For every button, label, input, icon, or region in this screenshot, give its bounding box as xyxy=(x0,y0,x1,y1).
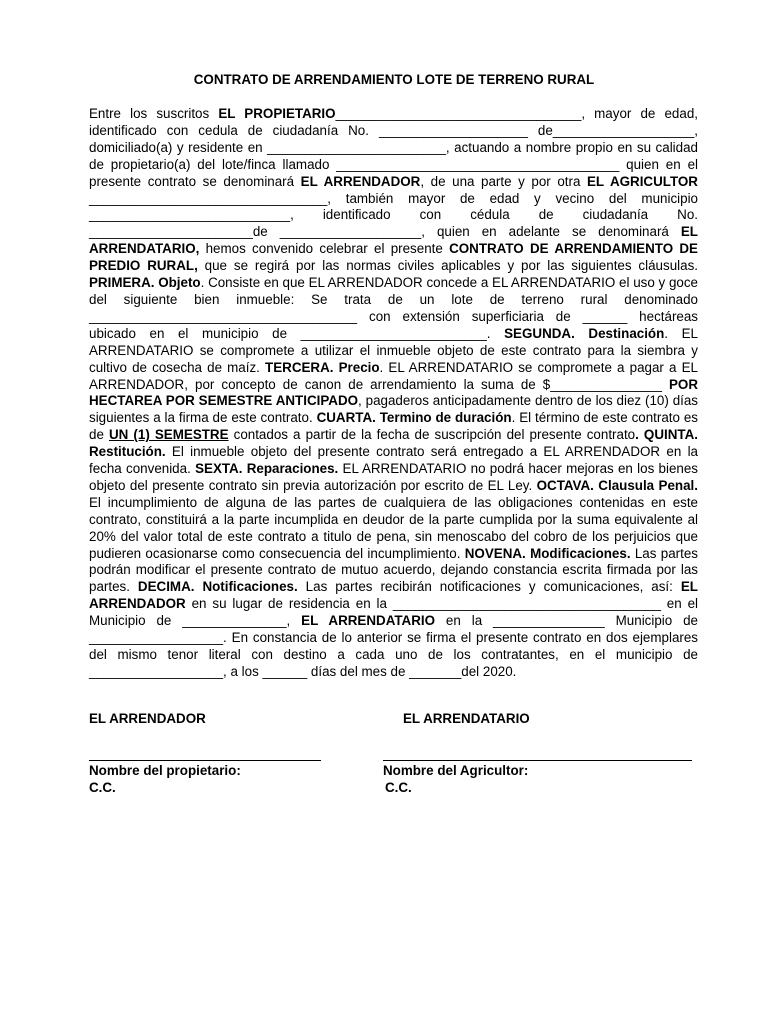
body-text-run: , de una parte y por otra xyxy=(420,173,587,189)
clause-heading-text: DECIMA. Notificaciones. xyxy=(137,579,298,595)
clause-heading-text: TERCERA. Precio xyxy=(265,359,380,375)
body-text-run: Las partes podrán modificar el presente contrato de mutuo acuerdo, dejando constancia escrita firmada por las partes. xyxy=(89,545,698,595)
clause-heading-text: UN (1) SEMESTRE xyxy=(108,427,229,443)
clause-heading-text: EL ARRENDATARIO xyxy=(301,613,436,629)
clause-heading-text: CUARTA. Termino de duración xyxy=(316,410,512,426)
body-text-run: contados a partir de la fecha de suscripción del presente contrato xyxy=(228,427,636,443)
clause-heading-text: EL ARRENDATARIO, xyxy=(89,224,698,257)
signature-line-left xyxy=(89,760,321,761)
body-text-run: en la _______________ Municipio de __________________. En constancia de lo anterior se firma el presente contrato en dos ejemplares del mismo tenor literal con destino a cada uno de los contratantes, en el municipio de __________________, a los ______ días del mes de _______del 2020. xyxy=(89,613,698,679)
body-text-run: . El término de este contrato es de xyxy=(89,410,699,443)
body-text-run: Entre los suscritos xyxy=(89,106,219,121)
farmer-cc-label: C.C. xyxy=(385,779,412,795)
farmer-name-label: Nombre del Agricultor: xyxy=(383,763,529,778)
body-text-run: , pagaderos anticipadamente dentro de los diez (10) días siguientes a la firma de este contrato. xyxy=(89,393,698,426)
clause-heading-text: CONTRATO DE ARRENDAMIENTO DE PREDIO RURAL, xyxy=(89,241,698,274)
clause-heading-text: EL AGRICULTOR xyxy=(587,173,698,189)
body-text-run: . EL ARRENDATARIO se compromete a pagar a EL ARRENDADOR, por concepto de canon de arrendamiento la suma de $_______________ xyxy=(89,359,698,392)
owner-name-label: Nombre del propietario: xyxy=(89,763,241,778)
signature-role-arrendador: EL ARRENDADOR xyxy=(89,711,206,726)
clause-heading-text: SEXTA. Reparaciones. xyxy=(195,461,339,477)
owner-cc-label: C.C. xyxy=(89,779,116,795)
body-text-run: . EL ARRENDATARIO se compromete a utilizar el inmueble objeto de este contrato para la siembra y cultivo de cosecha de maíz. xyxy=(89,325,698,375)
clause-heading-text: SEGUNDA. Destinación xyxy=(504,325,665,341)
body-text-run: El incumplimiento de alguna de las partes de cualquiera de las obligaciones contenidas en este contrato, constituirá a la parte incumplida en deudor de la parte cumplida por la suma equivalente al 20% del valor total de este contrato a titulo de pena, sin menoscabo del cobro de los perjuicios que pudieren ocasionarse como consecuencia del incumplimiento. xyxy=(89,494,698,561)
body-text-run: que se regirá por las normas civiles aplicables y por las siguientes cláusulas. xyxy=(197,258,698,274)
body-text-run: . Consiste en que EL ARRENDADOR concede a EL ARRENDATARIO el uso y goce del siguiente bien inmueble: Se trata de un lote de terreno rural denominado ____________________________________ con extensión superficiaria de ______ hectáreas ubicado en el municipio de _________________________. xyxy=(89,275,698,341)
body-text-run: en su lugar de residencia en la ____________________________________ en el Municipio de ______________, xyxy=(89,596,698,629)
signature-block-right xyxy=(383,760,692,797)
contract-body xyxy=(89,106,698,681)
clause-heading-text: PRIMERA. Objeto xyxy=(89,275,201,291)
body-text-run: hemos convenido celebrar el presente xyxy=(199,241,450,257)
body-text-run: _________________________________, mayor de edad, identificado con cedula de ciudadanía No. ____________________ de___________________, domiciliado(a) y residente en ________________________, actuando a nombre propio en su calidad de propietario(a) del lote/finca llamado ______________________________________ quien en el presente contrato se denominará xyxy=(89,106,698,189)
body-text-run: El inmueble objeto del presente contrato será entregado a EL ARRENDADOR en la fecha convenida. xyxy=(89,444,698,477)
body-text-run: Las partes recibirán notificaciones y comunicaciones, así: xyxy=(297,579,681,595)
document-title: CONTRATO DE ARRENDAMIENTO LOTE DE TERRENO RURAL xyxy=(193,72,595,87)
clause-heading-text: OCTAVA. Clausula Penal. xyxy=(536,477,698,493)
signature-line-right xyxy=(383,760,692,761)
body-text-run: EL ARRENDATARIO no podrá hacer mejoras en los bienes objeto del presente contrato sin previa autorización por escrito de EL Ley. xyxy=(89,461,698,493)
clause-heading-text: . QUINTA. Restitución. xyxy=(89,427,698,460)
clause-heading-text: EL PROPIETARIO xyxy=(218,106,336,121)
clause-heading-text: EL ARRENDADOR xyxy=(300,173,421,189)
clause-heading-text: EL ARRENDADOR xyxy=(89,579,698,612)
clause-heading-text: POR HECTAREA POR SEMESTRE ANTICIPADO xyxy=(89,376,698,409)
signature-role-arrendatario: EL ARRENDATARIO xyxy=(403,711,530,726)
clause-heading-text: NOVENA. Modificaciones. xyxy=(464,545,631,561)
signature-block-left xyxy=(89,760,321,797)
body-text-run: ________________________________, también mayor de edad y vecino del municipio ___________________________, identificado con cédula de ciudadanía No. ______________________de ___________________, quien en adelante se denominará xyxy=(89,190,698,240)
